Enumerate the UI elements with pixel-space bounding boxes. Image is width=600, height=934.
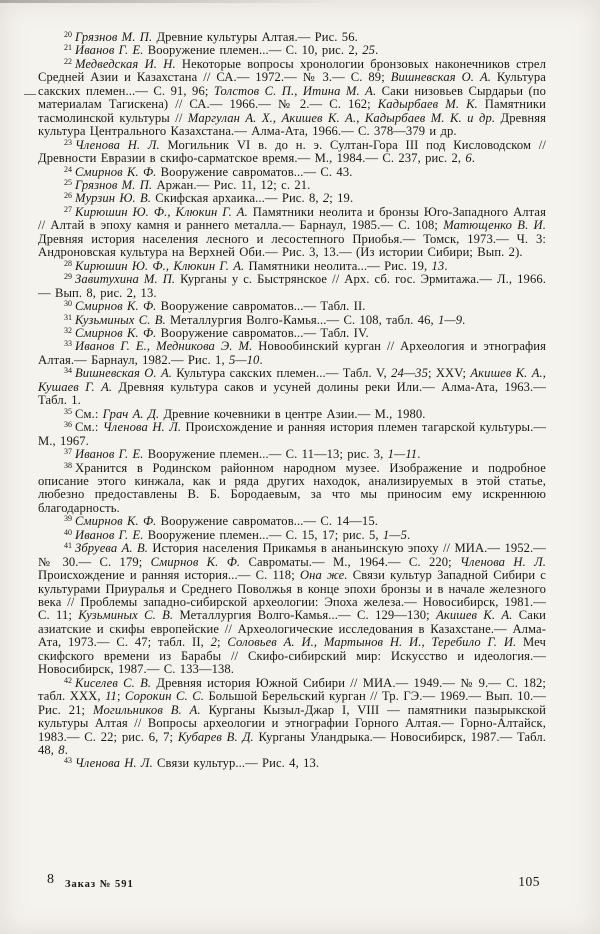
reference-entry-24	[38, 166, 546, 179]
author-name: Матющенко В. И.	[443, 218, 546, 233]
author-name: Смирнов К. Ф.	[75, 325, 157, 340]
reference-text: Курганы Уландрыка.— Новосибирск, 1987.— Табл. 48,	[38, 729, 547, 758]
reference-entry-36	[38, 421, 546, 448]
reference-text: Хранится в Родинском районном народном музее. Изображение и подробное описание этого кинжала, как и ряда других находок, анализируемых в этой статье, любезно предоставлены В. Б. Бородаевым, за что мы приносим ему искреннюю благодарность.	[38, 460, 546, 515]
author-name: 2	[210, 635, 218, 650]
author-name: Медведская И. Н.	[75, 56, 176, 71]
reference-text: Вооружение савроматов...— Табл. II.	[156, 299, 366, 314]
reference-text: Вооружение племен...— С. 11—13; рис. 3,	[143, 447, 388, 462]
references-list	[38, 31, 546, 771]
footnote-number: 37	[64, 447, 72, 457]
footnote-number: 28	[64, 258, 72, 268]
reference-entry-23	[38, 139, 546, 166]
footnote-number: 25	[64, 177, 72, 187]
reference-text: Саки азиатские и скифы европейские // Археологические исследования в Казахстане.— Алма-Ата, 1973.— С. 47; табл. II,	[38, 608, 547, 650]
footnote-number: 24	[64, 164, 72, 174]
reference-entry-32	[38, 327, 546, 340]
printer-signature-number: 8	[47, 872, 54, 887]
author-name: Кадырбаев М. К.	[377, 97, 478, 112]
reference-entry-41	[38, 542, 546, 677]
author-name: Кирюшин Ю. Ф., Клюкин Г. А.	[75, 204, 248, 219]
author-name: 8	[58, 743, 65, 758]
author-name: Членова Н. Л.	[102, 420, 182, 435]
footnote-number: 30	[64, 299, 72, 309]
reference-text: .	[444, 258, 448, 273]
author-name: 11	[105, 689, 117, 704]
reference-entry-28	[38, 260, 546, 273]
reference-text: Савроматы.— М., 1964.— С. 220;	[240, 554, 461, 569]
reference-text: Могильник VI в. до н. э. Султан-Гора III под Кисловодском // Древности Евразии в скифо-сарматское время.— М., 1984.— С. 237, рис. 2,	[38, 137, 546, 166]
reference-text: Древние кочевники в центре Азии.— М., 1980.	[159, 406, 426, 421]
reference-text: .	[471, 151, 476, 166]
reference-text: Культура сакских племен...— Табл. V,	[172, 366, 392, 381]
footnote-number: 31	[64, 312, 72, 322]
author-name: 13	[431, 258, 445, 273]
author-name: Грязнов М. П.	[75, 177, 153, 192]
author-name: Акишев К. А.	[436, 608, 513, 623]
reference-entry-30	[38, 300, 546, 313]
footnote-number: 29	[64, 272, 72, 282]
author-name: 6	[465, 151, 472, 166]
author-name: Членова Н. Л.	[460, 554, 546, 569]
footnote-number: 21	[64, 43, 72, 53]
reference-text: Связи культур Западной Сибири с культурами Приуралья и Среднего Поволжья в конце эпохи бронзы и в начале железного века // Проблемы западно-сибирской археологии: Эпоха железа.— Новосибирск, 1981.— С. 11;	[38, 568, 547, 623]
reference-text: ; XXV;	[427, 366, 471, 381]
footnote-number: 27	[64, 204, 72, 214]
reference-text: .	[375, 43, 379, 58]
reference-text: Памятники неолита и бронзы Юго-Западного Алтая // Алтай в эпоху камня и раннего металла.— Барнаул, 1985.— С. 108;	[38, 204, 547, 233]
reference-text: Аржан.— Рис. 11, 12; с. 21.	[152, 177, 311, 192]
footnote-number: 36	[64, 420, 72, 430]
reference-entry-37	[38, 448, 546, 461]
author-name: Иванов Г. Е.	[75, 527, 144, 542]
reference-entry-21	[38, 44, 546, 57]
reference-entry-33	[38, 340, 546, 367]
reference-text: Древняя культура Центрального Казахстана.— Алма-Ата, 1966.— С. 378—379 и др.	[38, 110, 546, 139]
reference-entry-38	[38, 462, 546, 516]
reference-entry-31	[38, 314, 546, 327]
author-name: Кубарев В. Д.	[177, 729, 254, 744]
reference-text: Происхождение и ранняя история племен тагарской культуры.— М., 1967.	[38, 420, 547, 448]
reference-text: Памятники неолита...— Рис. 19,	[244, 258, 432, 273]
reference-entry-42	[38, 677, 546, 758]
reference-entry-35	[38, 408, 546, 421]
author-name: 1—11	[387, 447, 418, 462]
reference-text: Памятники тасмолинской культуры //	[38, 97, 546, 125]
footnote-number: 22	[64, 56, 72, 66]
author-name: 2	[322, 191, 330, 206]
page-footer	[0, 872, 600, 902]
footnote-number: 34	[64, 366, 72, 376]
author-name: 25	[362, 43, 376, 58]
reference-text: Древние культуры Алтая.— Рис. 56.	[152, 30, 358, 44]
footnote-number: 40	[64, 527, 72, 537]
author-name: Мурзин Ю. В.	[75, 191, 151, 206]
author-name: Членова Н. Л.	[75, 756, 153, 771]
scan-edge-artifact	[0, 0, 340, 3]
reference-text: Металлургия Волго-Камья...— С. 129—130;	[173, 608, 437, 623]
footnote-number: 23	[64, 137, 72, 147]
footnote-number: 33	[64, 339, 72, 349]
footnote-number: 42	[64, 675, 72, 685]
author-name: Толстов С. П., Итина М. А.	[213, 83, 377, 98]
page-number: 105	[518, 874, 540, 889]
reference-text: Вооружение племен...— С. 10, рис. 2,	[143, 43, 363, 58]
author-name: Маргулан А. Х., Акишев К. А., Кадырбаев М. К. и др.	[187, 110, 496, 125]
author-name: Могильников В. А.	[93, 702, 201, 717]
author-name: Грязнов М. П.	[75, 30, 153, 44]
reference-entry-27	[38, 206, 546, 260]
footnote-number: 26	[64, 191, 72, 201]
author-name: Иванов Г. Е.	[75, 447, 144, 462]
reference-text: .	[64, 743, 68, 758]
reference-text: .	[407, 527, 411, 542]
author-name: Смирнов К. Ф.	[75, 164, 157, 179]
print-order-label: Заказ № 591	[65, 879, 134, 890]
author-name: Смирнов К. Ф.	[75, 514, 157, 529]
reference-text: Вооружение савроматов...— Табл. IV.	[156, 325, 369, 340]
footnote-number: 41	[64, 541, 72, 551]
reference-text: Большой Берельский курган // Тр. ГЭ.— 1969.— Вып. 10.— Рис. 21;	[38, 689, 546, 717]
reference-text: Саки низовьев Сырдарьи (по материалам Тагискена) // СА.— 1966.— № 2.— С. 162;	[38, 83, 546, 112]
author-name: Акишев К. А., Кушаев Г. А.	[38, 366, 546, 394]
reference-text: .	[417, 447, 421, 462]
reference-entry-43	[38, 757, 546, 770]
margin-dash-artifact: —	[24, 86, 36, 100]
reference-text: .	[462, 312, 466, 327]
footnote-number: 35	[64, 406, 72, 416]
author-name: Кузьминых С. В.	[78, 608, 174, 623]
author-name: Кузьминых С. В.	[75, 312, 166, 327]
reference-text: Вооружение савроматов...— С. 43.	[156, 164, 353, 179]
reference-text: См.:	[75, 406, 103, 421]
author-name: 24—35	[391, 366, 428, 381]
author-name: Членова Н. Л.	[75, 137, 160, 152]
reference-entry-29	[38, 273, 546, 300]
author-name: 1—9	[438, 312, 463, 327]
author-name: Вишневская О. А.	[390, 70, 491, 85]
author-name: Киселев С. В.	[75, 675, 152, 690]
reference-text: Курганы Кызыл-Джар I, VIII — памятники пазырыкской культуры Алтая // Вопросы археологии и этнографии Горного Алтая.— Горно-Алтайск, 1983.— С. 22; рис. 6, 7;	[38, 702, 546, 744]
reference-text: Культура сакских племен...— С. 91, 96;	[38, 70, 546, 98]
reference-text: Связи культур...— Рис. 4, 13.	[152, 756, 320, 771]
reference-text: ;	[217, 635, 228, 650]
reference-entry-22	[38, 58, 546, 139]
reference-text: Древняя история населения лесного и лесостепного Приобья.— Томск, 1973.— Ч. 3: Андроновская культура на Верхней Оби.— Рис. 3, 13.— (Из истории Сибири; Вып. 2).	[38, 231, 546, 260]
reference-text: См.:	[75, 420, 103, 435]
footnote-number: 38	[64, 460, 72, 470]
author-name: Сорокин С. С.	[125, 689, 204, 704]
reference-entry-40	[38, 529, 546, 542]
reference-entry-26	[38, 192, 546, 205]
reference-text: Древняя культура саков и усуней долины реки Или.— Алма-Ата, 1963.— Табл. 1.	[38, 379, 546, 408]
reference-entry-25	[38, 179, 546, 192]
reference-text: Древняя история Южной Сибири // МИА.— 1949.— № 9.— С. 182; табл. XXX,	[38, 675, 546, 704]
author-name: Завитухина М. П.	[75, 272, 176, 287]
author-name: Иванов Г. Е.	[75, 43, 144, 58]
reference-text: Скифская архаика...— Рис. 8,	[151, 191, 323, 206]
author-name: Вишневская О. А.	[75, 366, 172, 381]
reference-entry-34	[38, 367, 546, 407]
author-name: Она же.	[299, 568, 348, 583]
reference-entry-39	[38, 515, 546, 528]
author-name: Иванов Г. Е., Медникова Э. М.	[75, 339, 253, 354]
author-name: Смирнов К. Ф.	[150, 554, 241, 569]
author-name: 1—5	[382, 527, 407, 542]
author-name: 5—10	[228, 352, 260, 367]
reference-text: ; 19.	[329, 191, 354, 206]
reference-text: Некоторые вопросы хронологии бронзовых наконечников стрел Средней Азии и Казахстана // СА.— 1972.— № 3.— С. 89;	[38, 56, 546, 85]
footnote-number: 43	[64, 756, 72, 766]
reference-text: ;	[116, 689, 126, 704]
reference-text: Металлургия Волго-Камья...— С. 108, табл. 46,	[165, 312, 438, 327]
reference-text: Новообинский курган // Археология и этнография Алтая.— Барнаул, 1982.— Рис. 1,	[38, 339, 547, 367]
reference-text: Меч скифского времени из Барабы // Скифо-сибирский мир: Искусство и идеология.— Новосибирск, 1987.— С. 133—138.	[38, 635, 546, 677]
author-name: Збруева А. В.	[75, 541, 149, 556]
reference-entry-20	[38, 31, 546, 44]
reference-text: Вооружение племен...— С. 15, 17; рис. 5,	[143, 527, 383, 542]
reference-text: .	[259, 352, 263, 367]
author-name: Смирнов К. Ф.	[75, 299, 157, 314]
reference-text: История населения Прикамья в ананьинскую эпоху // МИА.— 1952.— № 30.— С. 179;	[38, 541, 546, 569]
footnote-number: 39	[64, 514, 72, 524]
reference-text: Курганы у с. Быстрянское // Арх. сб. гос. Эрмитажа.— Л., 1966.— Вып. 8, рис. 2, 13.	[38, 272, 546, 300]
author-name: Кирюшин Ю. Ф., Клюкин Г. А.	[75, 258, 245, 273]
author-name: Соловьев А. И., Мартынов Н. И., Теребило Г. И.	[227, 635, 517, 650]
footnote-number: 20	[64, 30, 72, 39]
reference-text: Происхождение и ранняя история...— С. 118;	[38, 568, 300, 583]
reference-text: Вооружение савроматов...— С. 14—15.	[156, 514, 378, 529]
author-name: Грач А. Д.	[102, 406, 160, 421]
footnote-number: 32	[64, 325, 72, 335]
